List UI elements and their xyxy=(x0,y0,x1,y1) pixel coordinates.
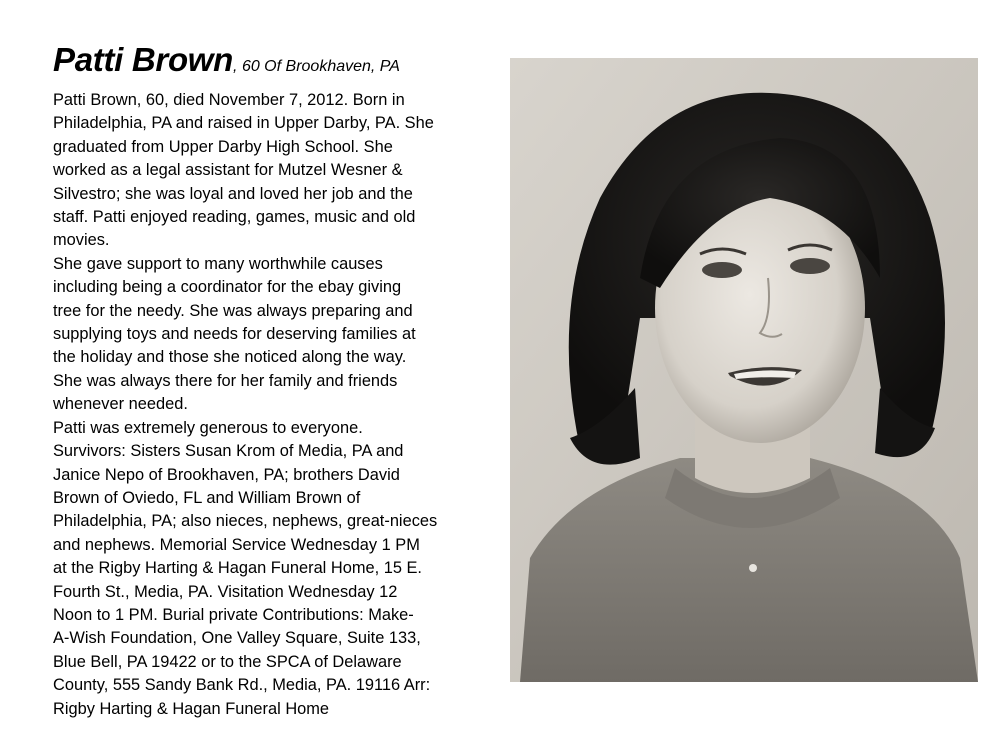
obituary-text xyxy=(53,40,478,721)
obituary-line: movies. xyxy=(53,231,110,250)
obituary-line: including being a coordinator for the ebay giving xyxy=(53,278,402,297)
obituary-line: the holiday and those she noticed along the way. xyxy=(53,348,407,367)
obituary-line: at the Rigby Harting & Hagan Funeral Home, 15 E. xyxy=(53,559,422,578)
obituary-line: She was always there for her family and friends xyxy=(53,371,398,390)
obituary-line: Brown of Oviedo, FL and William Brown of xyxy=(53,488,361,507)
obituary-line: worked as a legal assistant for Mutzel Wesner & xyxy=(53,161,403,180)
obituary-line: County, 555 Sandy Bank Rd., Media, PA. 19116 Arr: xyxy=(53,676,431,695)
left-eye xyxy=(702,262,742,278)
obituary-line: staff. Patti enjoyed reading, games, music and old xyxy=(53,208,416,227)
obituary-line: Fourth St., Media, PA. Visitation Wednesday 12 xyxy=(53,582,398,601)
obituary-body xyxy=(53,89,478,721)
obituary-line: Philadelphia, PA and raised in Upper Darby, PA. She xyxy=(53,114,434,133)
obituary-line: graduated from Upper Darby High School. She xyxy=(53,137,393,156)
obituary-heading xyxy=(53,40,478,87)
obituary-line: tree for the needy. She was always preparing and xyxy=(53,301,413,320)
obituary-line: Patti was extremely generous to everyone. xyxy=(53,418,363,437)
obituary-line: Survivors: Sisters Susan Krom of Media, PA and xyxy=(53,442,404,461)
obituary-line: Blue Bell, PA 19422 or to the SPCA of Delaware xyxy=(53,652,402,671)
portrait-illustration xyxy=(510,58,978,682)
right-eye xyxy=(790,258,830,274)
obituary-line: She gave support to many worthwhile causes xyxy=(53,254,383,273)
obituary-line: whenever needed. xyxy=(53,395,188,414)
portrait-photo xyxy=(510,58,978,682)
obituary-line: Patti Brown, 60, died November 7, 2012. Born in xyxy=(53,91,405,109)
obituary-line: Rigby Harting & Hagan Funeral Home xyxy=(53,699,330,718)
brooch xyxy=(749,564,757,572)
deceased-name: Patti Brown xyxy=(53,41,234,78)
obituary-line: Janice Nepo of Brookhaven, PA; brothers David xyxy=(53,465,400,484)
obituary-line: Noon to 1 PM. Burial private Contributions: Make- xyxy=(53,605,414,624)
obituary-line: and nephews. Memorial Service Wednesday 1 PM xyxy=(53,535,420,554)
age-location: , 60 Of Brookhaven, PA xyxy=(233,58,400,75)
obituary-line: Philadelphia, PA; also nieces, nephews, great-nieces xyxy=(53,512,438,531)
obituary-line: Silvestro; she was loyal and loved her job and the xyxy=(53,184,413,203)
obituary-line: A-Wish Foundation, One Valley Square, Suite 133, xyxy=(53,629,421,648)
obituary-line: supplying toys and needs for deserving families at xyxy=(53,325,416,344)
